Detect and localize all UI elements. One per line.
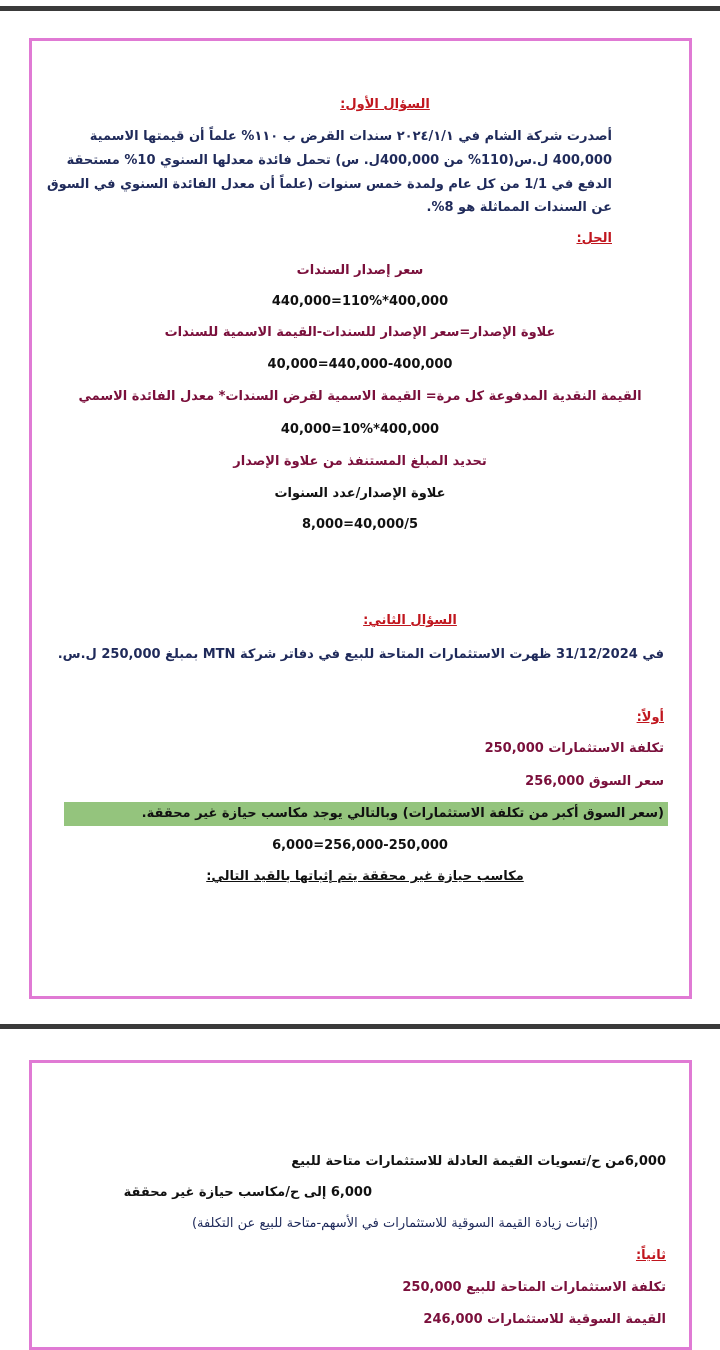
amortization-label: تحديد المبلغ المستنفذ من علاوة الإصدار — [233, 454, 487, 469]
second-part-label: ثانياً: — [635, 1248, 666, 1263]
difference-calc: 256,000-250,000=6,000 — [272, 838, 448, 853]
journal-entry-credit: 6,000 إلى ح/مكاسب حيازة غير محققة — [123, 1185, 372, 1200]
market-price: سعر السوق 256,000 — [525, 774, 664, 789]
question-1-line-4: عن السندات المماثلة هو 8%. — [426, 200, 612, 215]
amortization-formula: علاوة الإصدار/عدد السنوات — [274, 486, 446, 501]
cash-paid-calc: 400,000*10%=40,000 — [280, 422, 440, 437]
premium-label: علاوة الإصدار=سعر الإصدار للسندات-القيمة الاسمية للسندات — [164, 325, 556, 340]
investments-cost: تكلفة الاستثمارات 250,000 — [484, 741, 664, 756]
question-2-title: السؤال الثاني: — [363, 613, 457, 628]
question-1-line-2: 400,000 ل.س(110% من 400,000ل. س) تحمل فائدة معدلها السنوي 10% مستحقة — [66, 153, 612, 168]
premium-calc: 440,000-400,000=40,000 — [267, 357, 453, 372]
unrealized-gain-note: (سعر السوق أكبر من تكلفة الاستثمارات) وبالتالي يوجد مكاسب حيازة غير محققة. — [141, 806, 664, 821]
solution-label: الحل: — [576, 231, 612, 246]
question-2-text: في 31/12/2024 ظهرت الاستثمارات المتاحة للبيع في دفاتر شركة MTN بمبلغ 250,000 ل.س. — [57, 647, 664, 662]
first-part-label: أولاً: — [636, 710, 664, 725]
journal-entry-debit: 6,000من ح/تسويات القيمة العادلة للاستثمارات متاحة للبيع — [291, 1154, 666, 1169]
question-1-title: السؤال الأول: — [340, 97, 430, 112]
available-for-sale-cost: تكلفة الاستثمارات المتاحة للبيع 250,000 — [402, 1280, 666, 1295]
issue-price-calc: 400,000*110%=440,000 — [271, 294, 449, 309]
question-1-line-3: الدفع في 1/1 من كل عام ولمدة خمس سنوات (علماً أن معدل الفائدة السنوي في السوق — [47, 177, 612, 192]
amortization-calc: 40,000/5=8,000 — [302, 517, 418, 532]
journal-entry-intro: مكاسب حيازة غير محققة يتم إثباتها بالقيد التالي: — [206, 869, 524, 884]
question-1-line-1: أصدرت شركة الشام في ٢٠٢٤/١/١ سندات القرض ب ١١٠% علماً أن قيمتها الاسمية — [89, 129, 612, 144]
page-separator-bottom — [0, 1024, 720, 1029]
page-2-frame — [29, 1060, 692, 1350]
journal-entry-note: (إثبات زيادة القيمة السوقية للاستثمارات في الأسهم-متاحة للبيع عن التكلفة) — [191, 1216, 599, 1231]
cash-paid-label: القيمة النقدية المدفوعة كل مرة= القيمة الاسمية لقرض السندات* معدل الفائدة الاسمي — [78, 389, 642, 404]
issue-price-label: سعر إصدار السندات — [296, 263, 424, 278]
page-separator-top — [0, 6, 720, 11]
investments-market-value: القيمة السوقية للاستثمارات 246,000 — [423, 1312, 666, 1327]
